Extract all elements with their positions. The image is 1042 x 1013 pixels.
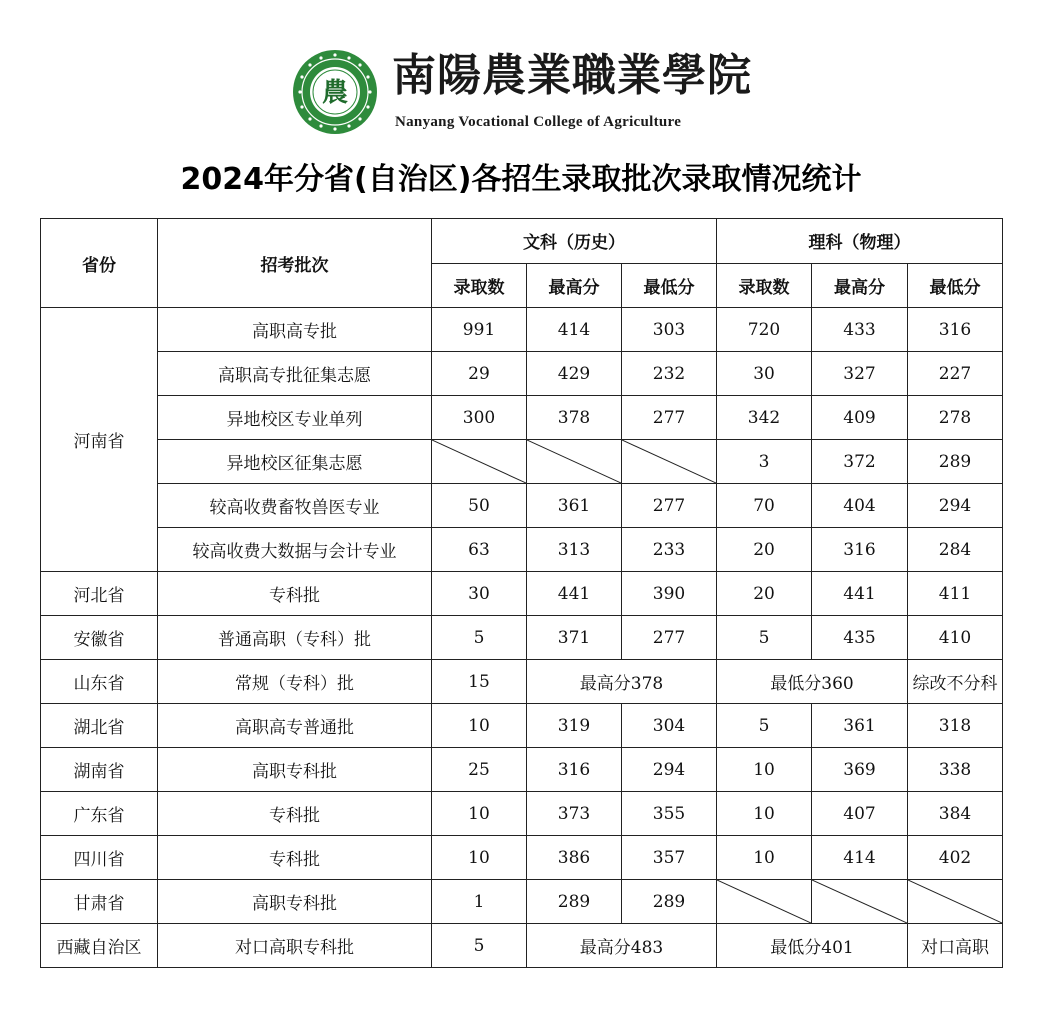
note-cell: 对口高职 xyxy=(908,924,1003,968)
value-cell: 433 xyxy=(812,308,908,352)
empty-diagonal-cell xyxy=(717,880,812,924)
table-row xyxy=(41,792,1003,836)
seal-char: 農 xyxy=(321,78,349,108)
value-cell: 316 xyxy=(812,528,908,572)
value-cell: 410 xyxy=(908,616,1003,660)
science-header: 理科（物理） xyxy=(717,219,1003,264)
batch-cell: 专科批 xyxy=(158,792,432,836)
value-cell: 30 xyxy=(432,572,527,616)
batch-cell: 较高收费畜牧兽医专业 xyxy=(158,484,432,528)
value-cell: 5 xyxy=(717,616,812,660)
empty-diagonal-cell xyxy=(622,440,717,484)
empty-diagonal-cell xyxy=(812,880,908,924)
table-row xyxy=(41,440,1003,484)
value-cell: 435 xyxy=(812,616,908,660)
value-cell: 278 xyxy=(908,396,1003,440)
table-row xyxy=(41,616,1003,660)
province-cell: 山东省 xyxy=(41,660,158,704)
arts-min-header: 最低分 xyxy=(622,263,717,308)
value-cell: 378 xyxy=(527,396,622,440)
value-cell: 10 xyxy=(432,836,527,880)
batch-cell: 高职高专普通批 xyxy=(158,704,432,748)
table-row xyxy=(41,704,1003,748)
value-cell: 284 xyxy=(908,528,1003,572)
value-cell: 441 xyxy=(527,572,622,616)
table-row xyxy=(41,924,1003,968)
admission-table xyxy=(40,218,1003,968)
value-cell: 372 xyxy=(812,440,908,484)
batch-header: 招考批次 xyxy=(158,219,432,308)
value-cell: 414 xyxy=(812,836,908,880)
arts-count-header: 录取数 xyxy=(432,263,527,308)
science-count-header: 录取数 xyxy=(717,263,812,308)
value-cell: 20 xyxy=(717,572,812,616)
table-row xyxy=(41,484,1003,528)
value-cell: 390 xyxy=(622,572,717,616)
value-cell: 991 xyxy=(432,308,527,352)
table-row xyxy=(41,396,1003,440)
value-cell: 289 xyxy=(527,880,622,924)
value-cell: 277 xyxy=(622,484,717,528)
province-cell: 安徽省 xyxy=(41,616,158,660)
value-cell: 369 xyxy=(812,748,908,792)
value-cell: 371 xyxy=(527,616,622,660)
value-cell: 384 xyxy=(908,792,1003,836)
batch-cell: 专科批 xyxy=(158,572,432,616)
province-cell: 河北省 xyxy=(41,572,158,616)
note-cell: 综改不分科 xyxy=(908,660,1003,704)
batch-cell: 常规（专科）批 xyxy=(158,660,432,704)
value-cell: 1 xyxy=(432,880,527,924)
value-cell: 316 xyxy=(527,748,622,792)
value-cell: 720 xyxy=(717,308,812,352)
value-cell: 10 xyxy=(717,748,812,792)
value-cell: 277 xyxy=(622,616,717,660)
science-min-header: 最低分 xyxy=(908,263,1003,308)
province-header: 省份 xyxy=(41,219,158,308)
batch-cell: 高职专科批 xyxy=(158,748,432,792)
batch-cell: 较高收费大数据与会计专业 xyxy=(158,528,432,572)
value-cell: 30 xyxy=(717,352,812,396)
table-row xyxy=(41,660,1003,704)
value-cell: 361 xyxy=(527,484,622,528)
empty-diagonal-cell xyxy=(432,440,527,484)
arts-header: 文科（历史） xyxy=(432,219,717,264)
value-cell: 289 xyxy=(622,880,717,924)
value-cell: 294 xyxy=(908,484,1003,528)
value-cell: 10 xyxy=(432,792,527,836)
value-cell: 429 xyxy=(527,352,622,396)
province-cell: 广东省 xyxy=(41,792,158,836)
batch-cell: 高职专科批 xyxy=(158,880,432,924)
college-name-en: Nanyang Vocational College of Agriculture xyxy=(395,114,682,130)
province-cell: 甘肃省 xyxy=(41,880,158,924)
value-cell: 3 xyxy=(717,440,812,484)
value-cell: 233 xyxy=(622,528,717,572)
value-cell: 63 xyxy=(432,528,527,572)
province-cell: 西藏自治区 xyxy=(41,924,158,968)
table-row xyxy=(41,880,1003,924)
merged-max-cell: 最高分378 xyxy=(527,660,717,704)
table-row xyxy=(41,748,1003,792)
value-cell: 342 xyxy=(717,396,812,440)
value-cell: 29 xyxy=(432,352,527,396)
province-cell: 四川省 xyxy=(41,836,158,880)
value-cell: 70 xyxy=(717,484,812,528)
empty-diagonal-cell xyxy=(908,880,1003,924)
batch-cell: 专科批 xyxy=(158,836,432,880)
value-cell: 5 xyxy=(717,704,812,748)
value-cell: 338 xyxy=(908,748,1003,792)
batch-cell: 高职高专批 xyxy=(158,308,432,352)
science-max-header: 最高分 xyxy=(812,263,908,308)
value-cell: 10 xyxy=(717,836,812,880)
empty-diagonal-cell xyxy=(527,440,622,484)
table-row xyxy=(41,352,1003,396)
table-row xyxy=(41,572,1003,616)
value-cell: 355 xyxy=(622,792,717,836)
header xyxy=(0,0,1042,140)
value-cell: 361 xyxy=(812,704,908,748)
value-cell: 402 xyxy=(908,836,1003,880)
table-row xyxy=(41,308,1003,352)
value-cell: 15 xyxy=(432,660,527,704)
value-cell: 318 xyxy=(908,704,1003,748)
value-cell: 5 xyxy=(432,616,527,660)
value-cell: 227 xyxy=(908,352,1003,396)
value-cell: 5 xyxy=(432,924,527,968)
value-cell: 386 xyxy=(527,836,622,880)
value-cell: 441 xyxy=(812,572,908,616)
batch-cell: 高职高专批征集志愿 xyxy=(158,352,432,396)
value-cell: 304 xyxy=(622,704,717,748)
value-cell: 300 xyxy=(432,396,527,440)
value-cell: 25 xyxy=(432,748,527,792)
value-cell: 409 xyxy=(812,396,908,440)
value-cell: 20 xyxy=(717,528,812,572)
province-cell: 河南省 xyxy=(41,308,158,572)
header-row-1 xyxy=(41,219,1003,264)
college-name-cn: 南陽農業職業學院 xyxy=(392,50,752,101)
college-seal-icon xyxy=(292,49,378,135)
page-title: 2024年分省(自治区)各招生录取批次录取情况统计 xyxy=(180,162,862,197)
batch-cell: 异地校区征集志愿 xyxy=(158,440,432,484)
value-cell: 313 xyxy=(527,528,622,572)
province-cell: 湖南省 xyxy=(41,748,158,792)
value-cell: 289 xyxy=(908,440,1003,484)
batch-cell: 异地校区专业单列 xyxy=(158,396,432,440)
value-cell: 294 xyxy=(622,748,717,792)
merged-max-cell: 最高分483 xyxy=(527,924,717,968)
table-row xyxy=(41,528,1003,572)
value-cell: 316 xyxy=(908,308,1003,352)
merged-min-cell: 最低分401 xyxy=(717,924,908,968)
value-cell: 10 xyxy=(717,792,812,836)
value-cell: 319 xyxy=(527,704,622,748)
table-row xyxy=(41,836,1003,880)
value-cell: 303 xyxy=(622,308,717,352)
batch-cell: 普通高职（专科）批 xyxy=(158,616,432,660)
value-cell: 414 xyxy=(527,308,622,352)
value-cell: 327 xyxy=(812,352,908,396)
merged-min-cell: 最低分360 xyxy=(717,660,908,704)
value-cell: 277 xyxy=(622,396,717,440)
batch-cell: 对口高职专科批 xyxy=(158,924,432,968)
value-cell: 404 xyxy=(812,484,908,528)
value-cell: 10 xyxy=(432,704,527,748)
value-cell: 373 xyxy=(527,792,622,836)
value-cell: 357 xyxy=(622,836,717,880)
value-cell: 50 xyxy=(432,484,527,528)
arts-max-header: 最高分 xyxy=(527,263,622,308)
value-cell: 411 xyxy=(908,572,1003,616)
value-cell: 407 xyxy=(812,792,908,836)
province-cell: 湖北省 xyxy=(41,704,158,748)
value-cell: 232 xyxy=(622,352,717,396)
